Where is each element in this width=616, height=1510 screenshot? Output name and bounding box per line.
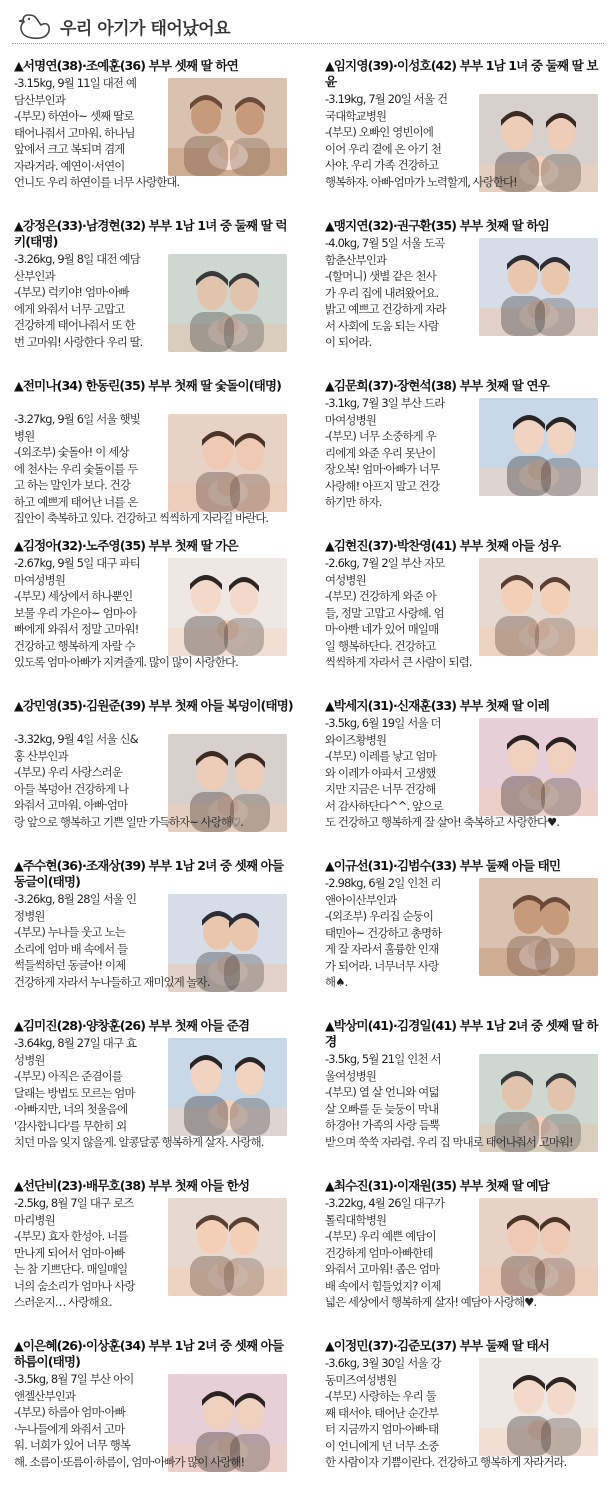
body-line: 성병원 (14, 1052, 45, 1067)
body-line: 이 언니에게 넌 너무 소중 (325, 1438, 439, 1453)
body-line: -3.32kg, 9월 4일 서울 신& (14, 732, 138, 746)
body-line: 리에게 와준 우리 못난이 (325, 445, 436, 460)
body-line: 여성병원 (325, 572, 366, 587)
body-line: 가 되어라. 너무너무 사랑 (325, 958, 439, 973)
birth-announcement (325, 1018, 608, 1168)
body-line-full: 번 고마워! 사랑한다 우리 딸. (14, 334, 143, 349)
body-line: -(부모) 오빠인 영빈이에 (325, 125, 434, 139)
body-line: 홍 산부인과 (14, 748, 68, 763)
announcement-title: ▲강정은(33)·남경현(32) 부부 1남 1녀 중 둘째 딸 럭키(태명) (14, 218, 287, 249)
body-line: -3.15kg, 9월 11일 대전 예 (14, 76, 137, 90)
body-line: 소리에 엄마 배 속에서 들 (14, 941, 128, 956)
body-line-full: 받으며 쑥쑥 자라렴. 우리 집 막내로 태어나줘서 고마워! (325, 1134, 573, 1149)
family-photo (479, 718, 598, 816)
body-line: 하기만 하자. (325, 495, 382, 509)
body-line: 빠에게 와줘서 정말 고마워! (14, 622, 139, 636)
body-line: -3.6kg, 3월 30일 서울 강 (325, 1356, 441, 1370)
birth-announcement (14, 378, 297, 528)
announcement-body (14, 251, 162, 334)
body-line: 만나게 되어서 엄마·아빠 (14, 1245, 125, 1260)
announcement-title: ▲박세지(31)·신재훈(33) 부부 첫째 딸 이레 (325, 698, 549, 713)
family-photo (168, 78, 287, 176)
body-line: 해♠. (325, 975, 348, 989)
announcement-title: ▲임지영(39)·이성호(42) 부부 1남 1녀 중 둘째 딸 보윤 (325, 58, 598, 89)
body-line: 이 되어라. (325, 335, 372, 349)
announcement-title: ▲서명연(38)·조예훈(36) 부부 셋째 딸 하연 (14, 58, 238, 73)
announcement-title: ▲박상미(41)·김경일(41) 부부 1남 2녀 중 셋째 딸 하경 (325, 1018, 598, 1049)
body-line: -3.1kg, 7월 3일 부산 드라 (325, 396, 445, 410)
body-line: 앤아이산부인과 (325, 892, 397, 907)
announcement-body (14, 731, 162, 814)
body-line: -3.5kg, 8월 7일 부산 아이 (14, 1372, 134, 1386)
body-line: 톨릭대학병원 (325, 1212, 387, 1227)
body-line: 아들 복덩아! 건강하게 나 (14, 781, 129, 796)
birth-announcement (14, 538, 297, 688)
duck-icon (18, 11, 52, 41)
body-line: 밝고 예쁘고 건강하게 자라 (325, 302, 446, 316)
birth-announcement (325, 378, 608, 528)
body-line: -(부모) 효자 한성아. 너를 (14, 1229, 128, 1243)
body-line: -2.6kg, 7월 2일 부산 자모 (325, 556, 445, 570)
body-line: 태어나줘서 고마워. 하나님 (14, 125, 135, 140)
body-line: 씩씩하게 자라서 큰 사람이 되렴. (325, 655, 472, 669)
birth-announcement (325, 538, 608, 688)
family-photo (168, 558, 287, 656)
body-line: -(부모) 건강하게 와준 아 (325, 589, 436, 603)
announcement-title: ▲김문희(37)·장현석(38) 부부 첫째 딸 연우 (325, 378, 549, 393)
announcement-title: ▲전미나(34) 한동린(35) 부부 첫째 딸 숯돌이(태명) (14, 378, 282, 393)
family-photo (479, 558, 598, 656)
birth-announcement (325, 1178, 608, 1328)
body-line: -(부모) 하연아~ 셋째 딸로 (14, 109, 134, 123)
family-photo (479, 878, 598, 976)
announcement-body (325, 1355, 473, 1454)
body-line: -(부모) 세상에서 하나뿐인 (14, 589, 133, 603)
body-line: 건강하게 태어나줘서 또 한 (14, 318, 135, 332)
body-line-full: 랑 앞으로 행복하고 기쁜 일만 가득하자~ 사랑해♡. (14, 814, 243, 829)
announcement-title: ▲강민영(35)·김원준(39) 부부 첫째 아들 복덩이(태명) (14, 698, 293, 713)
family-photo (479, 238, 598, 336)
body-line: 하경아! 가족의 사랑 듬뿍 (325, 1118, 440, 1132)
body-line: 와줘서 고마워. 아빠·엄마 (14, 798, 128, 812)
body-line: 워. 너희가 있어 너무 행복 (14, 1438, 131, 1452)
body-line: 썩들썩하던 동글아! 이제 (14, 958, 126, 972)
family-photo (479, 398, 598, 496)
body-line: 달래는 방법도 모르는 엄마 (14, 1085, 135, 1100)
birth-announcement (325, 218, 608, 368)
body-line: 하고 예쁘게 태어난 너를 온 (14, 494, 138, 509)
body-line: -3.22kg, 4월 26일 대구가 (325, 1196, 445, 1210)
body-line: -3.19kg, 7월 20일 서울 건 (325, 92, 448, 106)
body-line: 가 우리 집에 내려왔어요. (325, 285, 439, 300)
announcement-body (325, 91, 473, 174)
body-line: 건강하고 행복하게 자랄 수 (14, 638, 135, 653)
body-line: 너의 숨소리가 엄마나 사랑 (14, 1278, 135, 1293)
body-line: 고 하는 말인가 보다. 건강 (14, 478, 131, 492)
body-line: 배 속에서 힘들었지? 이제 (325, 1278, 441, 1293)
body-line: 사야. 우리 가족 건강하고 (325, 158, 439, 172)
body-line-full: 넓은 세상에서 행복하게 살자! 예담아 사랑해♥. (325, 1295, 537, 1309)
announcement-title: ▲김현진(37)·박찬영(41) 부부 첫째 아들 성우 (325, 538, 561, 553)
body-line-full: 언니도 우리 하연이를 너무 사랑한대. (14, 175, 180, 189)
body-line-full: 치던 마음 잊지 않을게. 알콩달콩 행복하게 살자. 사랑해. (14, 1135, 264, 1149)
announcement-body (325, 555, 473, 671)
birth-announcement (14, 218, 297, 368)
birth-announcement (325, 1338, 608, 1488)
body-line: -3.64kg, 8월 27일 대구 효 (14, 1036, 137, 1050)
body-line-full: 건강하게 자라서 누나들하고 재미있게 놀자. (14, 974, 210, 989)
body-line: 스러운지… 사랑해요. (14, 1295, 112, 1309)
body-line: 터 지금까지 엄마·아빠·태 (325, 1422, 439, 1436)
announcement-body (14, 411, 162, 510)
body-line: -(부모) 우리 예쁜 예담이 (325, 1229, 436, 1243)
body-line: -2.5kg, 8월 7일 대구 로즈 (14, 1196, 134, 1210)
body-line: 앤젤산부인과 (14, 1388, 76, 1403)
body-line: 들, 정말 고맙고 사랑해. 엄 (325, 605, 444, 620)
body-line: '감사합니다'를 무한히 외 (14, 1118, 127, 1133)
body-line: -2.98kg, 6월 2일 인천 리 (325, 876, 441, 890)
family-photo (168, 1198, 287, 1296)
body-line: -(부모) 하름아 엄마·아빠 (14, 1405, 125, 1419)
body-line: 와줘서 고마워! 좁은 엄마 (325, 1262, 440, 1276)
birth-announcement (325, 858, 608, 1008)
body-line: -(부모) 누나들 웃고 노는 (14, 925, 125, 939)
birth-announcement (14, 858, 297, 1008)
body-line: 에 천사는 우리 숯돌이를 두 (14, 461, 138, 476)
announcement-body (325, 875, 473, 991)
body-line-full: 해. 소름이·또름이·하름이, 엄마·아빠가 많이 사랑해! (14, 1454, 245, 1469)
body-line: 보물 우리 가은아~ 엄마·아 (14, 605, 137, 620)
body-line: -3.26kg, 9월 8일 대전 예담 (14, 252, 140, 266)
body-line: -(부모) 럭키야! 엄마·아빠 (14, 285, 129, 299)
announcement-body (14, 1035, 162, 1134)
body-line: 담산부인과 (14, 92, 66, 107)
body-line: -(부모) 이레를 낳고 엄마 (325, 749, 436, 763)
body-line: -3.5kg, 5월 21일 인천 서 (325, 1052, 441, 1066)
family-photo (479, 1358, 598, 1456)
body-line: 정병원 (14, 908, 45, 923)
body-line: 서 감사하단다^^. 앞으로 (325, 798, 443, 813)
birth-announcement (14, 58, 297, 208)
birth-announcement (14, 698, 297, 848)
family-photo (168, 414, 287, 512)
body-line: -(부모) 너무 소중하게 우 (325, 429, 436, 443)
announcement-body (14, 891, 162, 974)
body-line: 건강하게 엄마·아빠한테 (325, 1245, 433, 1260)
body-line: 와 이레가 아파서 고생했 (325, 765, 436, 780)
page-title: 우리 아기가 태어났어요 (60, 19, 231, 39)
announcement-title: ▲맹지연(32)·권구환(35) 부부 첫째 딸 하임 (325, 218, 549, 233)
announcement-title: ▲최수진(31)·이재원(35) 부부 첫째 딸 예담 (325, 1178, 549, 1193)
announcement-title: ▲이은혜(26)·이상훈(34) 부부 1남 2녀 중 셋째 아들 하름이(태명) (14, 1338, 284, 1369)
body-line: 에게 와줘서 너무 고맙고 (14, 301, 125, 316)
body-line: 지만 지금은 너무 건강해 (325, 782, 436, 796)
body-line: 울여성병원 (325, 1068, 377, 1083)
body-line: 게 잘 자라서 훌륭한 인재 (325, 942, 439, 956)
body-line: 국대학교병원 (325, 108, 387, 123)
birth-announcement (325, 58, 608, 208)
body-line: 앞에서 크고 복되며 겸게 (14, 142, 125, 156)
body-line: 마·아빤 네가 있어 매일매 (325, 622, 439, 636)
body-line: 장오복! 엄마·아빠가 너무 (325, 462, 440, 476)
body-line-full: 도 건강하고 행복하게 잘 살아! 축복하고 사랑한다♥. (325, 815, 560, 829)
body-line: ·아빠지만, 너의 첫울음에 (14, 1102, 128, 1116)
announcement-title: ▲김정아(32)·노주영(35) 부부 첫째 딸 가은 (14, 538, 238, 553)
body-line-full: 한 사람이자 기쁨이란다. 건강하고 행복하게 자라거라. (325, 1455, 567, 1469)
announcement-title: ▲주수현(36)·조재상(39) 부부 1남 2녀 중 셋째 아들 동글이(태명) (14, 858, 284, 889)
body-line: ·누나들에게 와줘서 고마 (14, 1421, 125, 1436)
body-line: 사랑해! 아프지 말고 건강 (325, 478, 440, 493)
body-line: 동미즈여성병원 (325, 1372, 397, 1387)
section-header (12, 8, 604, 44)
family-photo (479, 1198, 598, 1296)
announcement-body (325, 395, 473, 511)
body-line: 산부인과 (14, 268, 55, 283)
family-photo (168, 1038, 287, 1136)
body-line: -(외조부) 숯돌아! 이 세상 (14, 445, 129, 459)
birth-announcement (14, 1018, 297, 1168)
body-line: -3.5kg, 6월 19일 서울 더 (325, 716, 441, 730)
body-line: -3.26kg, 8월 28일 서울 인 (14, 892, 137, 906)
announcement-body (325, 715, 473, 814)
body-line-full: 행복하자. 아빠·엄마가 노력할게, 사랑한다! (325, 174, 517, 189)
announcement-body (14, 75, 162, 174)
body-line: 이어 우리 곁에 온 아기 천 (325, 141, 442, 156)
body-line: 함춘산부인과 (325, 252, 387, 267)
body-line: 마리병원 (14, 1212, 55, 1227)
birth-announcement (325, 698, 608, 848)
announcement-body (14, 1195, 162, 1311)
body-line: -(부모) 사랑하는 우리 둘 (325, 1389, 436, 1403)
body-line: -(외조부) 우리집 순둥이 (325, 909, 434, 923)
announcement-body (14, 1371, 162, 1454)
body-line: 마여성병원 (14, 572, 66, 587)
body-line: 살 오빠를 둔 늦둥이 막내 (325, 1101, 439, 1116)
announcement-body (325, 235, 473, 351)
announcement-title: ▲선단비(23)·배무호(38) 부부 첫째 아들 한성 (14, 1178, 250, 1193)
body-line: 태민아~ 건강하고 총명하 (325, 925, 442, 940)
announcement-title: ▲이규선(31)·김범수(33) 부부 둘째 아들 태민 (325, 858, 561, 873)
announcement-body (325, 1195, 473, 1294)
body-line: -4.0kg, 7월 5일 서울 도곡 (325, 236, 445, 250)
birth-announcement (14, 1338, 297, 1488)
body-line: 서 사회에 도움 되는 사람 (325, 318, 439, 333)
body-line-full: 있도록 엄마·아빠가 지켜줄게. 많이 많이 사랑한다. (14, 655, 238, 669)
body-line: -2.67kg, 9월 5일 대구 파티 (14, 556, 140, 570)
body-line: -(부모) 우리 사랑스러운 (14, 765, 123, 779)
body-line: -(부모) 아직은 준겸이를 (14, 1069, 123, 1083)
body-line: -3.27kg, 9월 6일 서울 햇빛 (14, 412, 140, 426)
body-line: 째 태서야. 태어난 순간부 (325, 1405, 439, 1420)
body-line: 와이즈황병원 (325, 732, 387, 747)
announcement-body (325, 1051, 473, 1134)
body-line: 병원 (14, 428, 35, 443)
body-line: -(부모) 열 살 언니와 여덟 (325, 1085, 439, 1099)
body-line: 일 행복하단다. 건강하고 (325, 638, 436, 653)
body-line: 자라거라. 예연이·서연이 (14, 158, 125, 173)
announcement-title: ▲이정민(37)·김준모(37) 부부 둘째 딸 태서 (325, 1338, 549, 1353)
body-line: 마여성병원 (325, 412, 377, 427)
birth-announcement (14, 1178, 297, 1328)
announcement-title: ▲김미진(28)·양창훈(26) 부부 첫째 아들 준겸 (14, 1018, 250, 1033)
announcement-body (14, 555, 162, 654)
body-line: 는 참 기쁘단다. 매일매일 (14, 1262, 128, 1276)
body-line: -(할머니) 샛별 같은 천사 (325, 269, 436, 283)
body-line-full: 집안이 축복하고 있다. 건강하고 씩씩하게 자라길 바란다. (14, 511, 269, 525)
